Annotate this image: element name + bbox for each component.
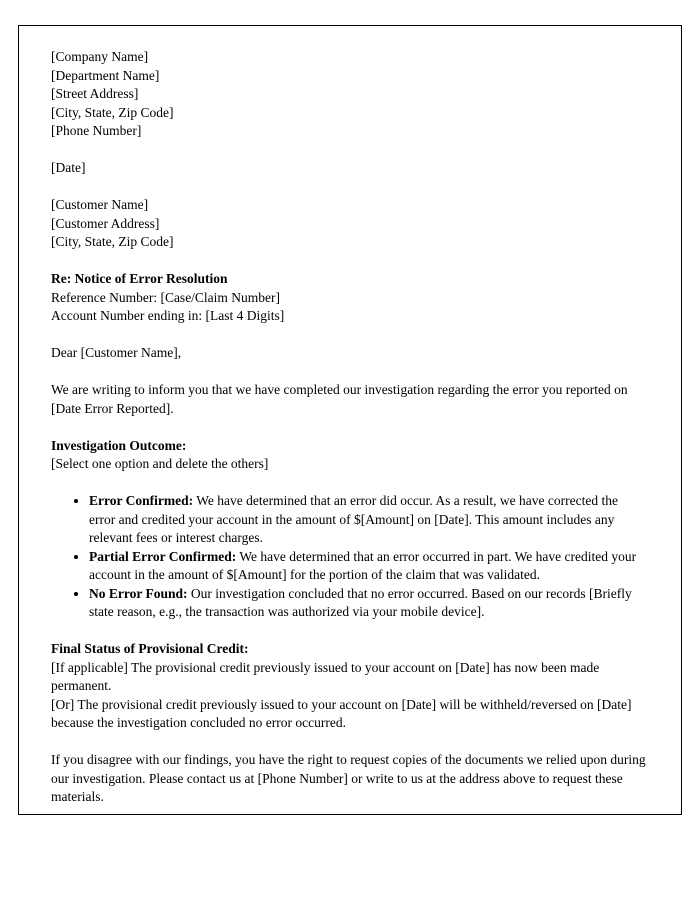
reference-number-line: Reference Number: [Case/Claim Number]: [51, 289, 281, 305]
recipient-address-block: [51, 196, 647, 252]
provisional-credit-heading: Final Status of Provisional Credit:: [51, 641, 249, 656]
recipient-address-line: [Customer Address]: [51, 215, 160, 231]
closing-paragraph: [51, 751, 647, 807]
investigation-outcome-note: [Select one option and delete the others]: [51, 456, 269, 471]
sender-phone-line: [Phone Number]: [51, 123, 142, 138]
intro-text: We are writing to inform you that we have completed our investigation regarding the error you reported on [Date Error Reported].: [51, 382, 628, 416]
sender-department-line: [Department Name]: [51, 67, 160, 83]
sender-address-block: [51, 48, 647, 141]
list-item-error-confirmed: [89, 492, 647, 548]
recipient-name-line: [Customer Name]: [51, 197, 149, 212]
provisional-credit-permanent-text: [If applicable] The provisional credit previously issued to your account on [Date] has now been made permanent.: [51, 659, 600, 693]
subject-block: [51, 270, 647, 326]
investigation-outcome-heading: Investigation Outcome:: [51, 437, 187, 453]
list-item-no-error: [89, 585, 647, 622]
sender-city-line: [City, State, Zip Code]: [51, 104, 174, 120]
sender-street-line: [Street Address]: [51, 86, 139, 101]
closing-text: If you disagree with our findings, you have the right to request copies of the documents we relied upon during our investigation. Please contact us at [Phone Number] or write to us at the address above to request these materials.: [51, 752, 646, 804]
salutation-line: Dear [Customer Name],: [51, 345, 182, 360]
provisional-credit-reversed-text: [Or] The provisional credit previously issued to your account on [Date] will be withheld/reversed on [Date] because the investigation concluded no error occurred.: [51, 696, 632, 730]
error-confirmed-text: We have determined that an error did occur. As a result, we have corrected the error and credited your account in the amount of $[Amount] on [Date]. This amount includes any relevant fees or interest charges.: [89, 493, 618, 545]
date-line: [Date]: [51, 160, 86, 175]
no-error-text: Our investigation concluded that no error occurred. Based on our records [Briefly state reason, e.g., the transaction was authorized via your mobile device].: [89, 585, 632, 619]
sender-company-line: [Company Name]: [51, 49, 149, 64]
intro-paragraph: [51, 381, 647, 418]
partial-error-label: Partial Error Confirmed:: [89, 548, 237, 564]
partial-error-text: We have determined that an error occurred in part. We have credited your account in the amount of $[Amount] for the portion of the claim that was validated.: [89, 548, 637, 582]
salutation-block: [51, 344, 647, 363]
account-number-line: Account Number ending in: [Last 4 Digits]: [51, 308, 285, 323]
investigation-outcome-block: [51, 437, 647, 474]
list-item-partial-error: [89, 548, 647, 585]
outcome-options-list: [51, 492, 647, 622]
provisional-credit-block: [51, 640, 647, 733]
no-error-label: No Error Found:: [89, 585, 188, 601]
recipient-city-line: [City, State, Zip Code]: [51, 234, 174, 249]
date-block: [51, 159, 647, 178]
error-confirmed-label: Error Confirmed:: [89, 493, 194, 508]
subject-line: Re: Notice of Error Resolution: [51, 271, 228, 286]
letter-page: [18, 25, 682, 815]
